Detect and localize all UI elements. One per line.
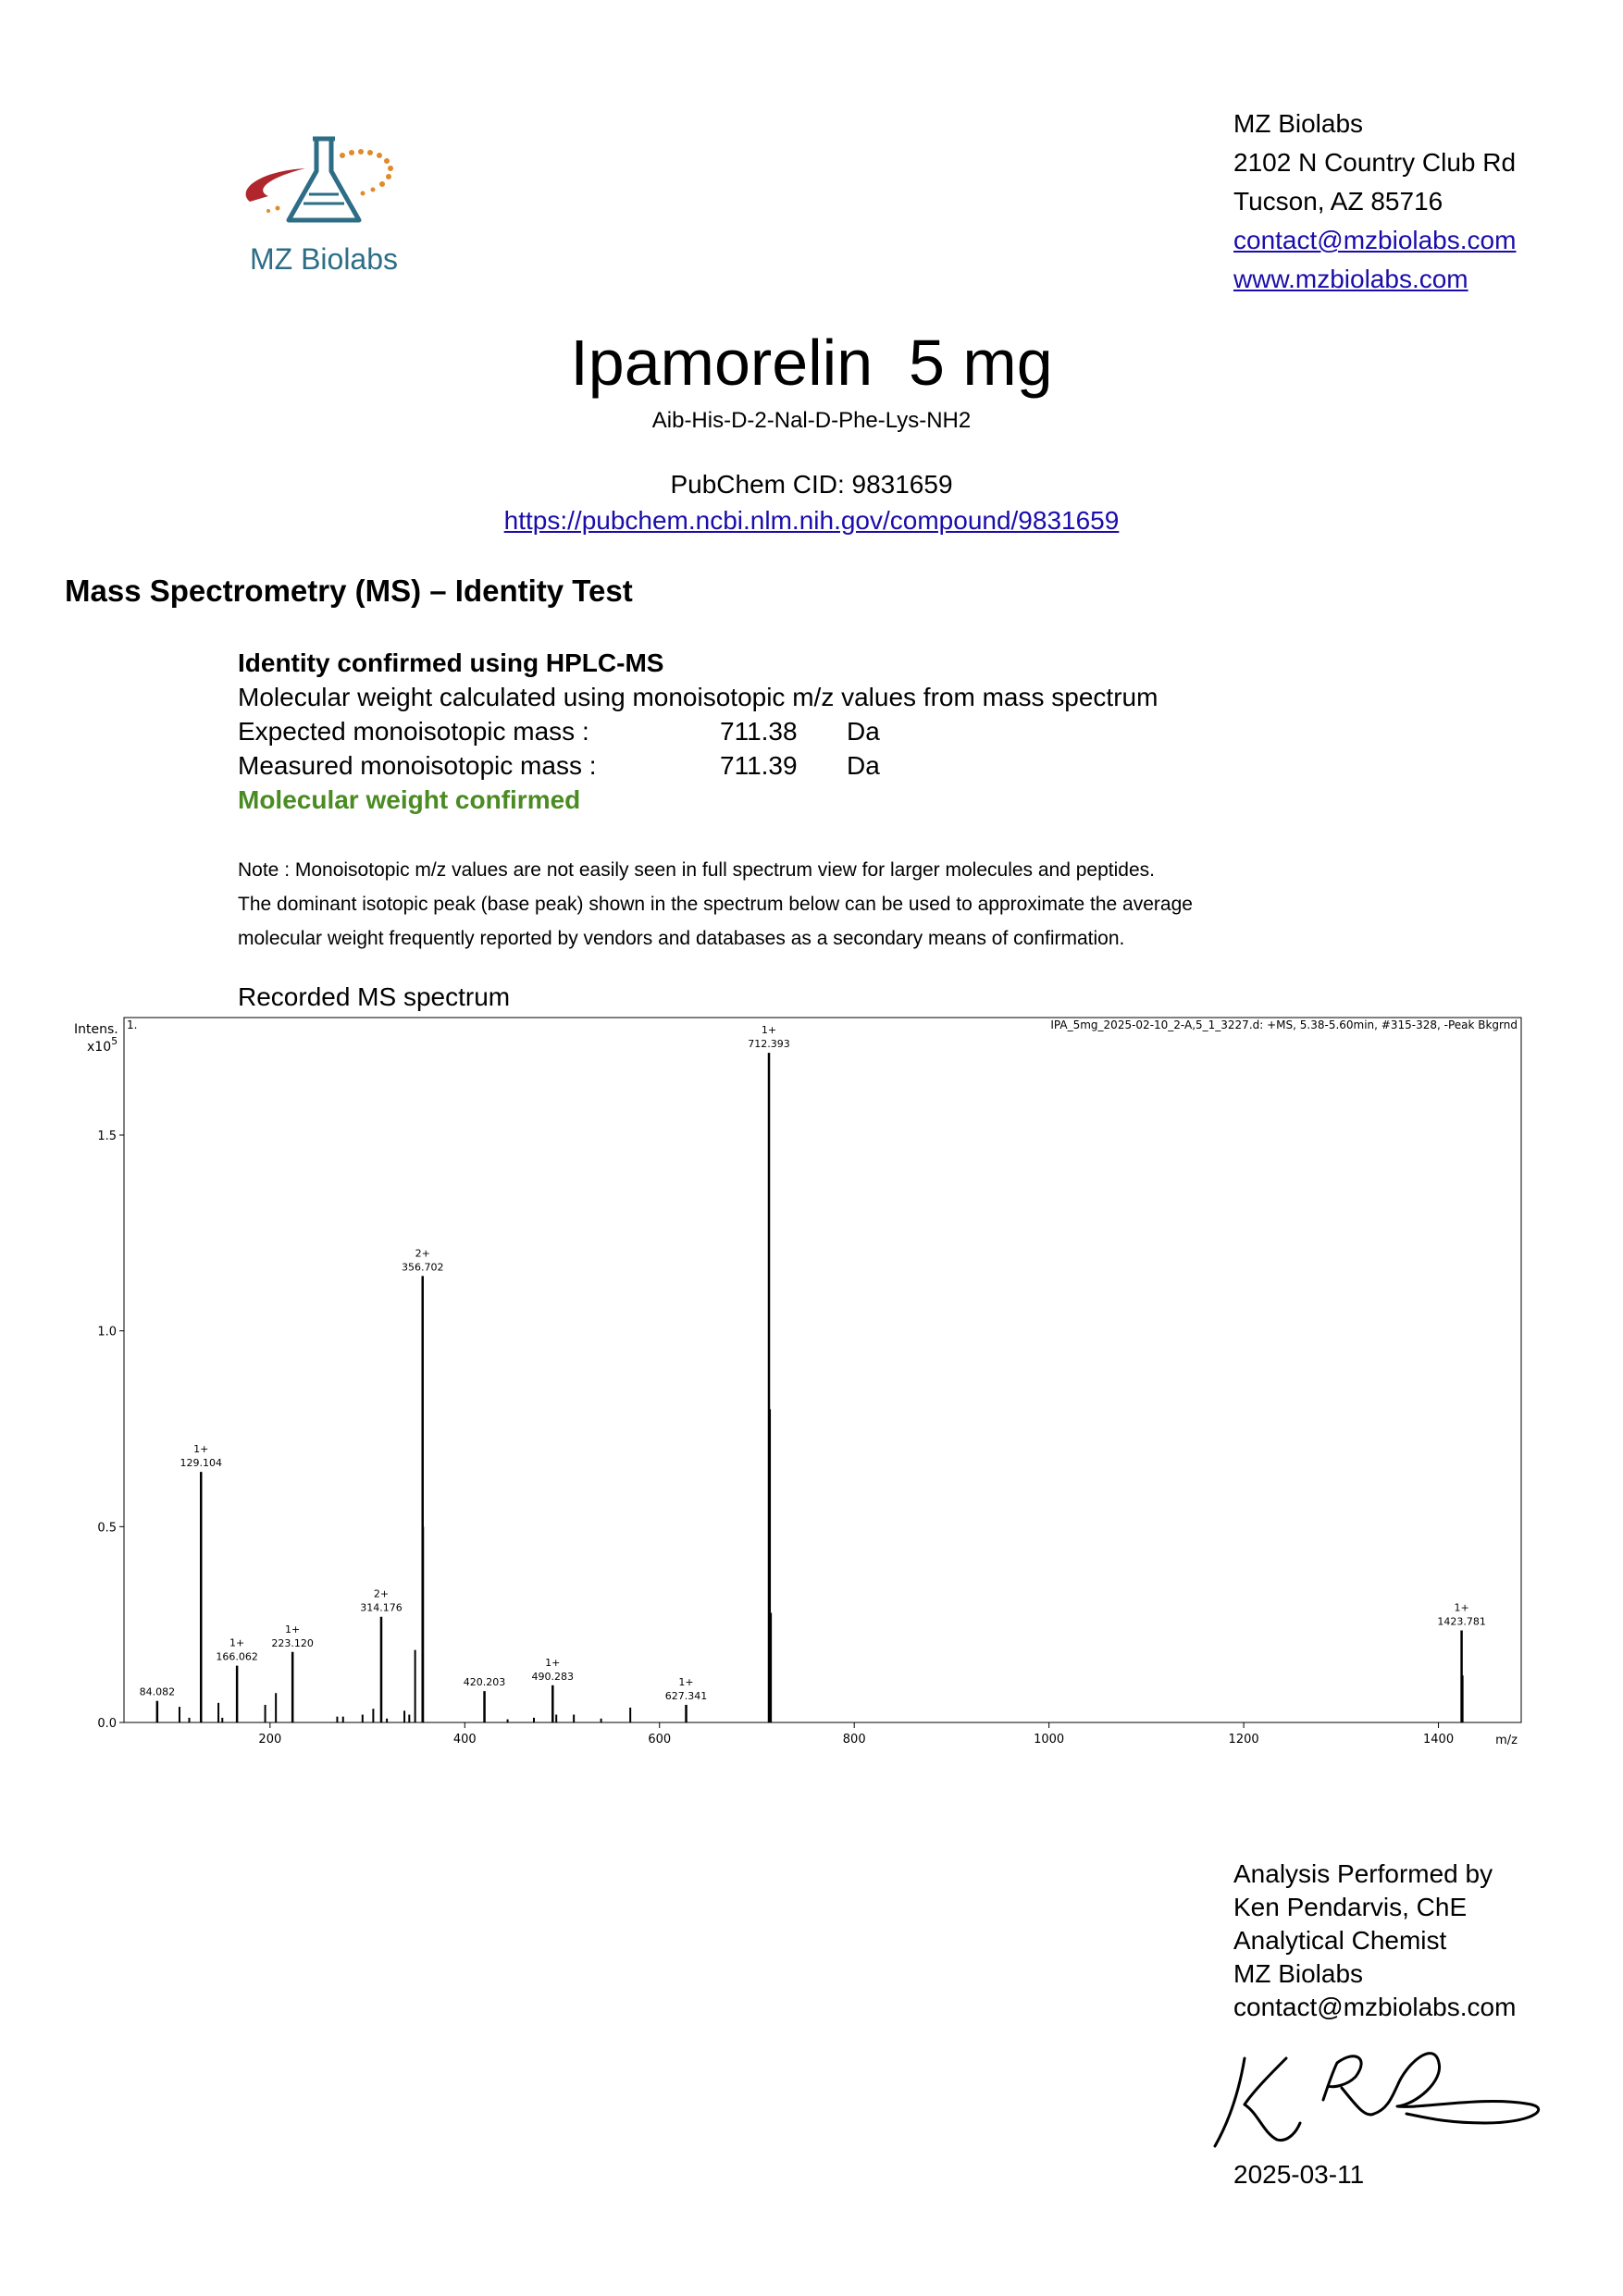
email-link[interactable]: contact@mzbiolabs.com (1233, 226, 1517, 254)
peak-charge-label: 1+ (285, 1623, 301, 1636)
peak-mz-label: 712.393 (748, 1038, 790, 1051)
x-tick-label: 1400 (1423, 1733, 1455, 1747)
x-tick-label: 200 (258, 1733, 282, 1747)
address-line: Tucson, AZ 85716 (1233, 187, 1443, 216)
peaks-group (157, 1053, 1463, 1722)
measured-mass-unit: Da (847, 751, 880, 780)
result-confirmed: Molecular weight confirmed (238, 785, 581, 814)
measured-mass-row (238, 748, 1158, 783)
pubchem-cid: PubChem CID: 9831659 (670, 470, 953, 499)
sig-line: Analytical Chemist (1233, 1926, 1447, 1955)
expected-mass-label: Expected monoisotopic mass : (238, 717, 589, 746)
signature-date: 2025-03-11 (1233, 2160, 1365, 2189)
identity-heading: Identity confirmed using HPLC-MS (238, 648, 664, 677)
expected-mass-row (238, 714, 1158, 748)
y-tick-label: 1.5 (97, 1129, 117, 1143)
measured-mass-value: 711.39 (720, 751, 798, 780)
peak-mz-label: 166.062 (216, 1650, 258, 1663)
peak-charge-label: 1+ (761, 1024, 777, 1037)
pubchem-url-wrap (0, 506, 1623, 536)
section-title: Mass Spectrometry (MS) – Identity Test (65, 574, 633, 608)
peak-labels-group (140, 1024, 1486, 1702)
sig-line: Analysis Performed by (1233, 1859, 1493, 1888)
flask-logo-icon (231, 130, 416, 241)
peak-mz-label: 84.082 (139, 1685, 176, 1698)
peak-charge-label: 1+ (229, 1636, 245, 1649)
panel-label: 1. (127, 1018, 138, 1031)
x-tick-label: 600 (648, 1733, 672, 1747)
pubchem-link[interactable]: https://pubchem.ncbi.nlm.nih.gov/compound/9831659 (503, 506, 1120, 535)
ms-spectrum-chart (67, 1013, 1529, 1758)
peak-mz-label: 490.283 (531, 1670, 575, 1683)
spectrum-title: Recorded MS spectrum (238, 982, 511, 1011)
identity-block (238, 646, 1158, 817)
note-line: Note : Monoisotopic m/z values are not easily seen in full spectrum view for larger molecules and peptides. (238, 859, 1155, 881)
ticks-group (97, 1129, 1454, 1747)
x-axis-label: m/z (1495, 1734, 1518, 1747)
address-line: 2102 N Country Club Rd (1233, 148, 1517, 177)
note-line: molecular weight frequently reported by vendors and databases as a secondary means of confirmation. (238, 928, 1125, 949)
y-axis-label: Intens. (74, 1022, 118, 1037)
x-tick-label: 400 (452, 1733, 477, 1747)
peak-mz-label: 223.120 (271, 1636, 314, 1649)
signature-block (1233, 1858, 1516, 2024)
ms-spectrum-svg (67, 1013, 1529, 1753)
sig-line: contact@mzbiolabs.com (1233, 1993, 1517, 2021)
y-axis-scale-base: x10 (87, 1040, 112, 1055)
peak-mz-label: 314.176 (360, 1601, 403, 1614)
y-axis-scale (87, 1035, 118, 1055)
note-block (238, 853, 1193, 956)
address-line: MZ Biolabs (1233, 109, 1364, 138)
signature-icon (1208, 2031, 1578, 2160)
peak-charge-label: 1+ (545, 1656, 561, 1669)
peak-charge-label: 1+ (678, 1675, 694, 1688)
peak-mz-label: 1423.781 (1437, 1615, 1486, 1628)
y-axis-scale-exp: 5 (111, 1035, 118, 1047)
measured-mass-label: Measured monoisotopic mass : (238, 751, 597, 780)
peak-charge-label: 1+ (1454, 1601, 1469, 1614)
sig-line: MZ Biolabs (1233, 1959, 1364, 1988)
handwritten-signature (1208, 2031, 1578, 2165)
peak-charge-label: 2+ (373, 1587, 390, 1600)
chart-header: IPA_5mg_2025-02-10_2-A,5_1_3227.d: +MS, 5.38-5.60min, #315-328, -Peak Bkgrnd (1050, 1018, 1518, 1031)
peak-charge-label: 1+ (193, 1443, 209, 1456)
product-title: Ipamorelin 5 mg (570, 327, 1053, 399)
peak-charge-label: 2+ (415, 1247, 430, 1260)
calc-note: Molecular weight calculated using monoisotopic m/z values from mass spectrum (238, 683, 1158, 711)
x-tick-label: 1200 (1228, 1733, 1259, 1747)
sig-line: Ken Pendarvis, ChE (1233, 1893, 1468, 1921)
peptide-sequence: Aib-His-D-2-Nal-D-Phe-Lys-NH2 (651, 408, 972, 433)
x-tick-label: 1000 (1034, 1733, 1065, 1747)
logo-flask (289, 139, 359, 220)
plot-frame (124, 1018, 1521, 1722)
x-tick-label: 800 (842, 1733, 866, 1747)
peak-mz-label: 420.203 (463, 1676, 506, 1689)
note-line: The dominant isotopic peak (base peak) shown in the spectrum below can be used to approximate the average (238, 894, 1193, 915)
expected-mass-unit: Da (847, 717, 880, 746)
company-logo (231, 130, 416, 278)
peak-mz-label: 356.702 (401, 1261, 444, 1274)
expected-mass-value: 711.38 (720, 717, 798, 746)
y-tick-label: 0.5 (97, 1521, 117, 1536)
peak-mz-label: 627.341 (664, 1689, 708, 1702)
peak-mz-label: 129.104 (180, 1457, 222, 1470)
y-tick-label: 1.0 (97, 1325, 117, 1339)
logo-swoosh (246, 168, 305, 202)
company-address (1233, 105, 1516, 299)
y-tick-label: 0.0 (97, 1717, 117, 1731)
website-link[interactable]: www.mzbiolabs.com (1233, 265, 1468, 293)
logo-text: MZ Biolabs (249, 242, 399, 276)
